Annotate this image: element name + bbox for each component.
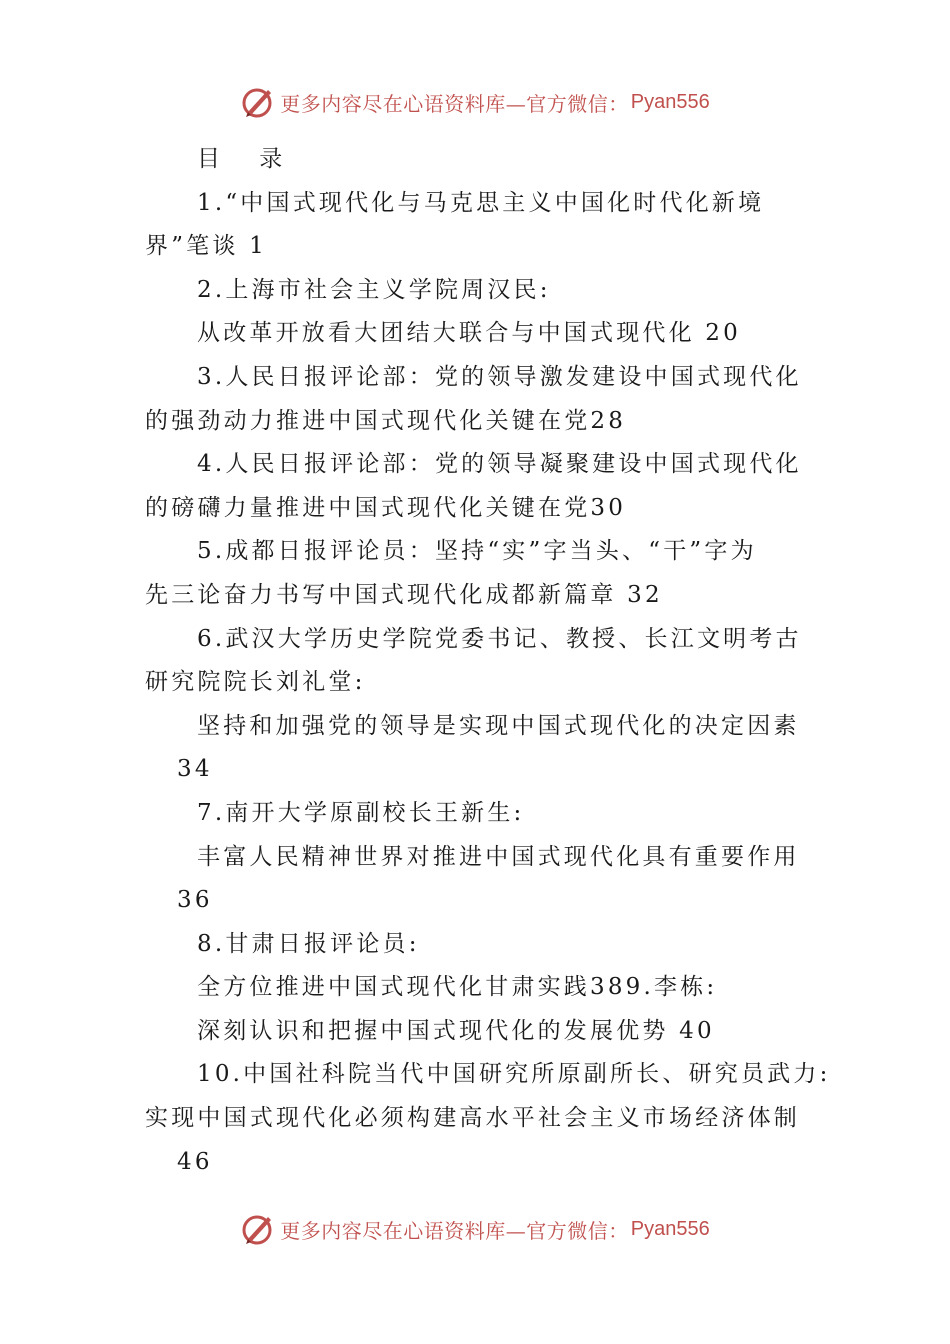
watermark-account: Pyan556: [630, 90, 710, 113]
toc-line: 2.上海市社会主义学院周汉民:: [197, 276, 551, 303]
toc-line: 深刻认识和把握中国式现代化的发展优势 40: [197, 1017, 715, 1044]
toc-line: 全方位推进中国式现代化甘肃实践389.李栋:: [197, 974, 718, 1001]
toc-line: 界”笔谈 1: [145, 233, 267, 260]
toc-line: 6.武汉大学历史学院党委书记、教授、长江文明考古: [197, 625, 802, 652]
toc-title: 目 录: [197, 146, 299, 172]
toc-line: 8.甘肃日报评论员:: [197, 930, 420, 957]
watermark-text: 更多内容尽在心语资料库—官方微信：: [280, 1218, 629, 1243]
toc-line: 5.成都日报评论员：坚持“实”字当头、“干”字为: [197, 538, 757, 565]
toc-line: 10.中国社科院当代中国研究所原副所长、研究员武力:: [197, 1061, 831, 1088]
toc-page-number: 36: [177, 887, 213, 914]
table-of-contents: [145, 138, 831, 1184]
toc-line: 先三论奋力书写中国式现代化成都新篇章 32: [145, 581, 663, 608]
toc-line: 坚持和加强党的领导是实现中国式现代化的决定因素: [197, 712, 800, 739]
toc-line: 7.南开大学原副校长王新生:: [197, 799, 525, 826]
toc-line: 1.“中国式现代化与马克思主义中国化时代化新境: [197, 189, 765, 216]
pen-logo-icon: [240, 84, 276, 120]
toc-line: 丰富人民精神世界对推进中国式现代化具有重要作用: [197, 843, 800, 870]
watermark-text: 更多内容尽在心语资料库—官方微信：: [280, 91, 629, 116]
toc-line: 的强劲动力推进中国式现代化关键在党28: [145, 407, 627, 434]
toc-line: 的磅礴力量推进中国式现代化关键在党30: [145, 494, 627, 521]
toc-line: 实现中国式现代化必须构建高水平社会主义市场经济体制: [145, 1105, 800, 1132]
toc-line: 从改革开放看大团结大联合与中国式现代化 20: [197, 320, 741, 347]
watermark-account: Pyan556: [630, 1217, 710, 1240]
header-watermark: [0, 84, 950, 120]
pen-logo-icon: [240, 1211, 276, 1247]
toc-line: 4.人民日报评论部：党的领导凝聚建设中国式现代化: [197, 451, 802, 478]
toc-line: 3.人民日报评论部：党的领导激发建设中国式现代化: [197, 363, 802, 390]
footer-watermark: [0, 1211, 950, 1247]
toc-page-number: 34: [177, 756, 213, 783]
toc-page-number: 46: [177, 1148, 213, 1175]
toc-line: 研究院院长刘礼堂:: [145, 669, 366, 696]
